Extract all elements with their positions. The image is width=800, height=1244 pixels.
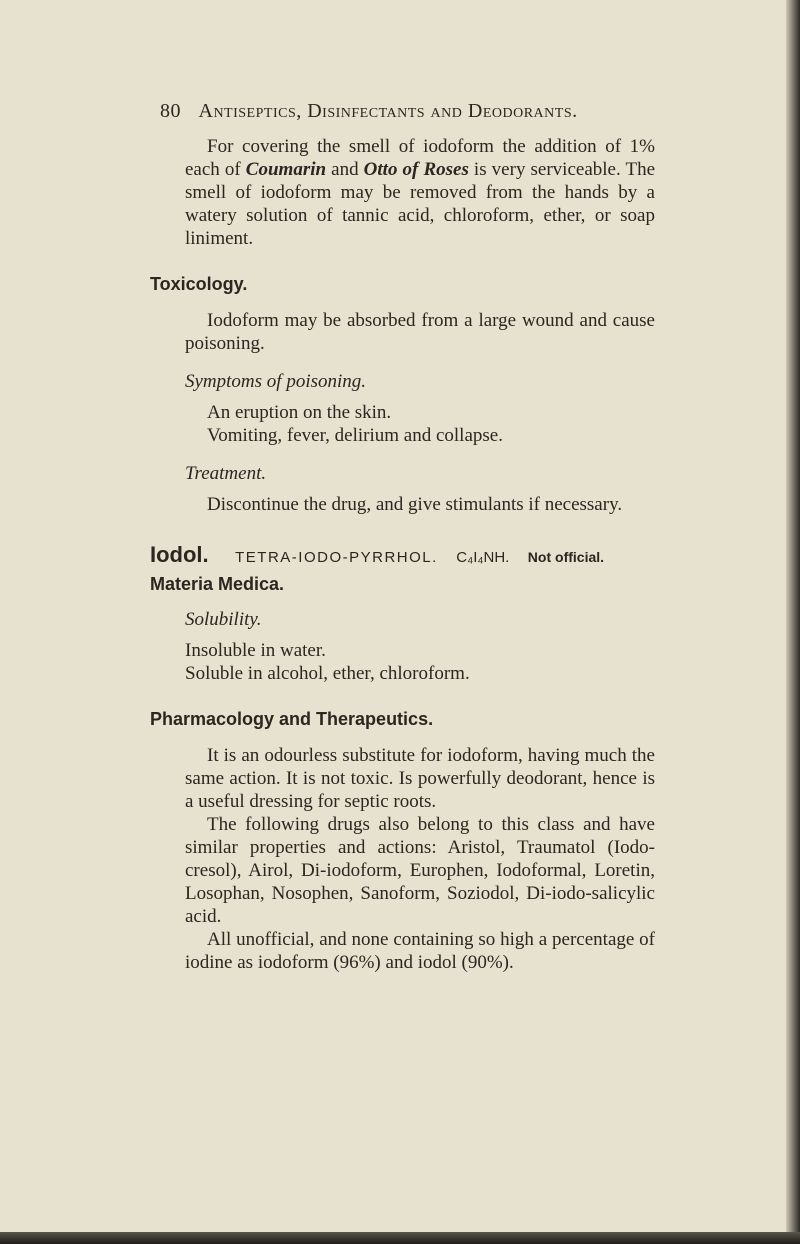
symptom-item: An eruption on the skin. [207, 402, 392, 423]
intro-text-2: is very serviceable. The smell of iodoform may be removed from the hands by a watery solution of tannic acid, chloroform, ether, or soap liniment. [185, 159, 655, 249]
intro-text-1: For covering the smell of iodoform the addition of 1% each of [185, 136, 655, 180]
drug-status: Not official. [527, 549, 605, 565]
page-edge-shadow [786, 0, 800, 1244]
coumarin-term: Coumarin [245, 159, 327, 180]
intro-paragraph [185, 135, 655, 250]
pharmacology-paragraph: The following drugs also belong to this class and have similar properties and actions: Aristol, Traumatol (Iodo-cresol), Airol, Di-iodoform, Europhen, Iodoformal, Loretin, Losophan, Nosophen, Sanoform, Soziodol, Di-iodo-salicylic acid. [185, 814, 655, 927]
pharmacology-heading: Pharmacology and Therapeutics. [150, 709, 434, 729]
page-bottom-edge [0, 1232, 800, 1244]
treatment-heading: Treatment. [185, 463, 267, 484]
symptom-item: Vomiting, fever, delirium and collapse. [207, 425, 503, 446]
solubility-item: Soluble in alcohol, ether, chloroform. [185, 663, 470, 684]
symptoms-heading: Symptoms of poisoning. [185, 371, 367, 392]
toxicology-text: Iodoform may be absorbed from a large wound and cause poisoning. [185, 310, 655, 354]
intro-text-and: and [326, 159, 364, 180]
drug-formula: C₄I₄NH. [456, 549, 510, 566]
running-head-title: Antiseptics, Disinfectants and Deodorants. [198, 100, 578, 122]
solubility-item: Insoluble in water. [185, 640, 326, 661]
drug-name: Iodol. [150, 542, 209, 567]
materia-medica-heading: Materia Medica. [150, 574, 285, 594]
page-number: 80 [160, 100, 181, 122]
drug-chemical-name: TETRA-IODO-PYRRHOL. [235, 549, 438, 566]
treatment-text: Discontinue the drug, and give stimulants if necessary. [207, 494, 623, 515]
pharmacology-paragraph: All unofficial, and none containing so high a percentage of iodine as iodoform (96%) and iodol (90%). [185, 929, 655, 973]
otto-of-roses-term: Otto of Roses [363, 159, 469, 180]
solubility-heading: Solubility. [185, 609, 262, 630]
pharmacology-paragraph: It is an odourless substitute for iodoform, having much the same action. It is not toxic. Is powerfully deodorant, hence is a useful dressing for septic roots. [185, 745, 655, 812]
iodol-title-line [150, 542, 655, 568]
page-content [150, 135, 655, 974]
toxicology-heading: Toxicology. [150, 274, 248, 294]
running-head [160, 100, 780, 123]
